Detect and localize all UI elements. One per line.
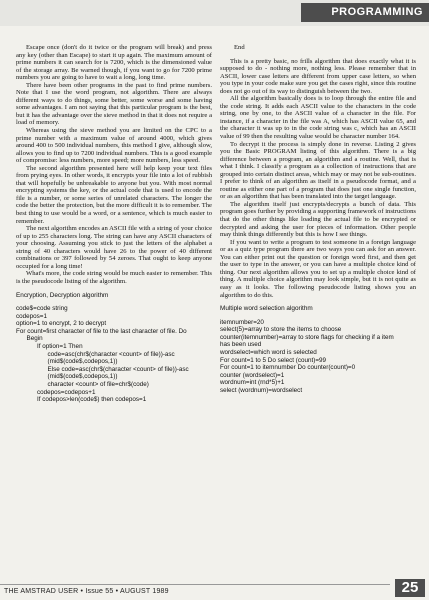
right-code-heading: Multiple word selection algorithm bbox=[220, 305, 313, 313]
code-line: (mid$(code$,codepos,1)) bbox=[16, 373, 118, 381]
code-line: has been used bbox=[220, 341, 262, 349]
code-line: If option=1 Then bbox=[16, 343, 83, 351]
footer-text: THE AMSTRAD USER • Issue 55 • AUGUST 1989 bbox=[4, 588, 169, 595]
code-line: (mid$(code$,codepos,1)) bbox=[16, 358, 118, 366]
code-line: Begin bbox=[16, 335, 43, 343]
right-paragraph-5: If you want to write a program to test someone in a foreign language or as a quiz type program there are two ways you can ask for an answer. You can either print out the question or foreign word first, and then get the user to type in the answer, or you can have a multiple choice kind of thing. Our next algorithm allows you to set up a multiple choice kind of thing. A multiple choice algorithm may look simple, but it is not quite as easy as it looks. The following pseudocode listing shows you an algorithm to do this. bbox=[220, 238, 416, 299]
right-paragraph-3: To decrypt it the process is simply done in reverse. Listing 2 gives you the Basic PROGRAM listing of this algorithm. There is a big difference between a program, an algorithm and a routine. Well, that is what I think. I classify a program as a collection of instructions that are grouped into certain distinct areas, which may or may not be sub-routines. I prefer to think of an algorithm as itself in a pseudocode format, and a routine as either one part of a program that does just one single function, or as an algorithm that has been translated into the target language. bbox=[220, 140, 416, 201]
code-line: wordnum=int (rnd*5)+1 bbox=[220, 379, 285, 387]
right-code-listing bbox=[220, 319, 416, 395]
code-line: code=asc(chr$(character <count> of file))-asc bbox=[16, 350, 175, 358]
right-column bbox=[220, 44, 416, 395]
left-column bbox=[16, 44, 212, 404]
code-line: select(5)=array to store the items to choose bbox=[220, 326, 342, 334]
magazine-name: THE AMSTRAD USER bbox=[4, 588, 79, 595]
code-line: code$=code string bbox=[16, 305, 68, 313]
code-line: For count=first character of file to the last character of file. Do bbox=[16, 327, 187, 335]
code-line: codepos=1 bbox=[16, 312, 47, 320]
code-line: If codepos>len(code$) then codepos=1 bbox=[16, 396, 147, 404]
right-paragraph-1: This is a pretty basic, no frills algorithm that does exactly what it is supposed to do - nothing more, nothing less. Please remember that in ASCII, lower case letters are different from upper case letters, so when you type in your code make sure you get the cases right, since this routine does not go out of its way to distinguish between the two. bbox=[220, 57, 416, 95]
left-paragraph-5: The next algorithm encodes an ASCII file with a string of your choice of up to 255 characters long. The string can have any ASCII characters of your choosing. Assuming you stick to just the letters of the alphabet a string of 40 characters would have 26 to the power of 40 different combinations or 397 followed by 54 zeroes. That ought to keep anyone occupied for a long time! bbox=[16, 225, 212, 270]
code-line: codepos=codepos+1 bbox=[16, 388, 96, 396]
left-code-heading: Encryption, Decryption algorithm bbox=[16, 291, 109, 299]
issue-number: Issue 55 bbox=[85, 588, 114, 595]
left-paragraph-2: There have been other programs in the past to find prime numbers. Note that I use the word program, not algorithm. There are always different ways to do things, some better, some worse and some having some advantages. I am not saying that this particular program is the best, but it has the advantage over the sieve method in that it does not require a load of memory. bbox=[16, 81, 212, 127]
code-line: For count=1 to 5 Do select (count)=99 bbox=[220, 356, 327, 364]
left-paragraph-3: Whereas using the sieve method you are limited on the CPC to a prime number with a maximum value of around 4000, which gives around 400 to 500 individual numbers, this method I give, although slow, allows you to find up to 7200 individual numbers. This is a good example of compromise: less numbers, more speed; more numbers, less speed. bbox=[16, 127, 212, 165]
footer-rule bbox=[0, 584, 390, 585]
right-paragraph-2: All the algorithm basically does is to loop through the entire file and the code string. It adds each ASCII value to the characters in the code string, one by one, to the ASCII value of a character in the file. For instance, if a character in the file was A, which has ASCII value 65, and the character it was up to in the code string was c, which has an ASCII value of 99 then the resulting value would be character number 164. bbox=[220, 95, 416, 141]
page-number: 25 bbox=[395, 579, 425, 597]
left-paragraph-4: The second algorithm presented here will help keep your text files from prying eyes. In other words, it encrypts your file into a lot of rubbish that will hopefully be unbreakable to anyone but you. With most normal encrypting systems the key, or the actual code that is used to encode the file is a number, or some series of unrelated characters. The longer the code the better the protection, but the more difficult it is to remember. The best thing to use would be a word, or a sentence, which is much easier to remember. bbox=[16, 164, 212, 225]
end-line: End bbox=[234, 44, 245, 51]
code-line: counter(itemnumber)=array to store flags for checking if a item bbox=[220, 333, 394, 341]
code-line: option=1 to encrypt, 2 to decrypt bbox=[16, 320, 107, 328]
left-paragraph-6: What's more, the code string would be much easier to remember. This is the pseudocode listing of the algorithm. bbox=[16, 270, 212, 285]
right-paragraph-4: The algorithm itself just encrypts/decrypts a bunch of data. This program goes further by providing a supporting framework of instructions that do the other things like loading the actual file to be encrypted or decrypted and asking the user for pieces of information. Other people may think things differently but this is how I see things. bbox=[220, 200, 416, 239]
left-code-listing bbox=[16, 305, 212, 404]
section-title: PROGRAMMING bbox=[301, 3, 429, 22]
code-line: For count=1 to itemnumber Do counter(count)=0 bbox=[220, 364, 356, 372]
code-line: character <count> of file=chr$(code) bbox=[16, 380, 149, 388]
code-line: wordselect=which word is selected bbox=[220, 348, 317, 356]
code-line: itemnumber=20 bbox=[220, 318, 264, 326]
code-line: Else code=asc(chr$(character <count> of file))-asc bbox=[16, 365, 189, 373]
left-paragraph-1: Escape once (don't do it twice or the program will break) and press any key (other than Escape) to start it up again. The maximum amount of prime numbers it can search for is 7200, which is the dimensioned value of the storage array. Be warned though, if you want to go for 7200 prime numbers you are going to have to wait a long, long time. bbox=[16, 44, 212, 82]
code-line: select (wordnum)=wordselect bbox=[220, 386, 303, 394]
code-line: counter (wordselect)=1 bbox=[220, 371, 285, 379]
issue-date: AUGUST 1989 bbox=[119, 588, 169, 595]
